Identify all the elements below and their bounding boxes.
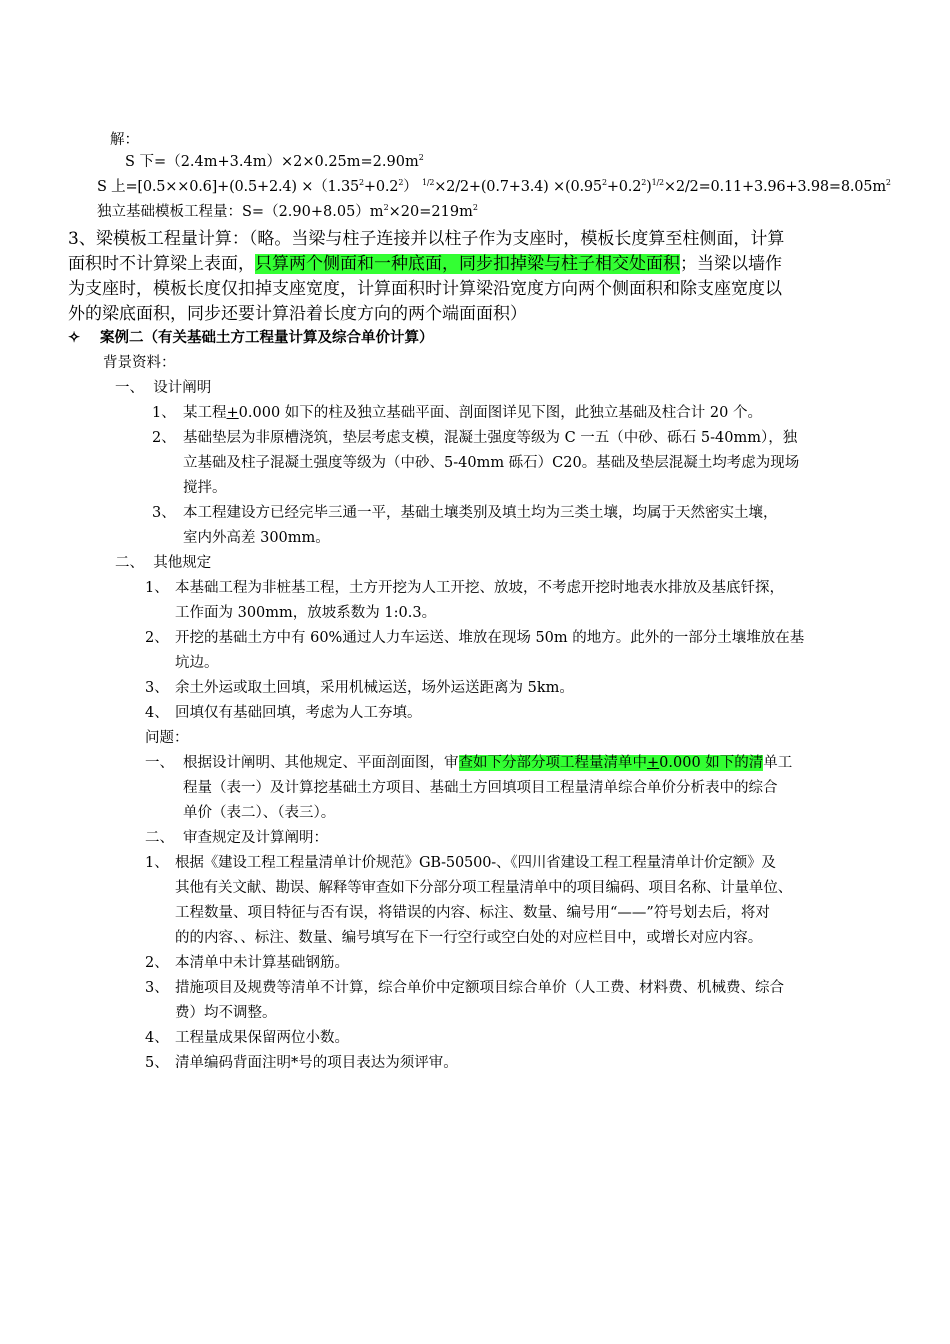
beam-line-4: 外的梁底面积，同步还要计算沿着长度方向的两个端面面积）: [68, 304, 527, 324]
other-1-line-1: 本基础工程为非桩基工程，土方开挖为人工开挖、放坡，不考虑开挖时地表水排放及基底钎探，: [175, 580, 784, 596]
question-1-line-2: 程量（表一）及计算挖基础土方项目、基础土方回填项目工程量清单综合单价分析表中的综合: [183, 780, 778, 796]
background-label: 背景资料：: [103, 355, 176, 371]
other-3-line-1: 余土外运或取土回填，采用机械运送，场外运送距离为 5km。: [175, 680, 574, 696]
beam-line-2: 面积时不计算梁上表面，只算两个侧面和一种底面，同步扣掉梁与柱子相交处面积；当梁以墙作: [68, 254, 782, 274]
question-1-num: 一、: [145, 755, 174, 771]
other-1-line-2: 工作面为 300mm，放坡系数为 1:0.3。: [175, 605, 437, 621]
rule-5-line-1: 清单编码背面注明*号的项目表达为须评审。: [175, 1055, 458, 1071]
beam-highlight: 只算两个侧面和一种底面，同步扣掉梁与柱子相交处面积: [255, 254, 680, 274]
question-highlight: 查如下分部分项工程量清单中+0.000 如下的清: [458, 755, 764, 771]
case2-title: 案例二（有关基础土方工程量计算及综合单价计算）: [100, 329, 434, 346]
solution-label: 解：: [110, 132, 139, 148]
rule-1-line-2: 其他有关文献、勘误、解释等审查如下分部分项工程量清单中的项目编码、项目名称、计量单位、: [175, 880, 793, 896]
other-4-num: 4、: [145, 705, 169, 721]
rule-3-line-1: 措施项目及规费等清单不计算，综合单价中定额项目综合单价（人工费、材料费、机械费、综合: [175, 980, 784, 996]
rule-1-line-1: 根据《建设工程工程量清单计价规范》GB-50500-、《四川省建设工程工程量清单计价定额》及: [175, 855, 776, 871]
other-2-num: 2、: [145, 630, 169, 646]
rule-1-num: 1、: [145, 855, 169, 871]
formwork-quantity: 独立基础模板工程量：$S=(2.90+8.05)m^2\times 20=219m^2$: [97, 203, 478, 220]
rule-1-line-4: 的的内容、、标注、数量、编号填写在下一行空行或空白处的对应栏目中，或增长对应内容。: [175, 930, 763, 946]
design-2-line-1: 基础垫层为非原槽浇筑，垫层考虑支模，混凝土强度等级为 C 一五（中砂、砾石 5-40mm），独: [183, 430, 798, 446]
rule-4-line-1: 工程量成果保留两位小数。: [175, 1030, 349, 1046]
design-3-line-2: 室内外高差 300mm。: [183, 530, 330, 546]
section-other: 二、 其他规定: [115, 555, 212, 571]
section-design: 一、 设计阐明: [115, 380, 212, 396]
question-2-num: 二、: [145, 830, 174, 846]
question-1-line-3: 单价（表二）、（表三）。: [183, 805, 336, 821]
s-lower-formula: S 下$=(2.4m+3.4m)\times 2\times 0.25m=2.90m^2$: [125, 153, 424, 170]
design-2-num: 2、: [152, 430, 176, 446]
s-upper-formula: S 上$=[0.5\times\times 0.6]+(0.5+2.4) \times(1.35^2+0.2^2)$ $^{1/2}\times 2/2+(0.7+3.4) \times(0.95^2+0.2^2)^{1/2}\times 2/2=0.11+3.96+3.98=8.05m^2$: [97, 178, 891, 195]
question-label: 问题：: [145, 730, 189, 746]
other-3-num: 3、: [145, 680, 169, 696]
beam-line-1: 3、梁模板工程量计算：（略。当梁与柱子连接并以柱子作为支座时，模板长度算至柱侧面，计算: [68, 229, 785, 249]
case2-bullet-icon: ✧: [68, 329, 81, 346]
rule-2-num: 2、: [145, 955, 169, 971]
design-1: 某工程+0.000 如下的柱及独立基础平面、剖面图详见下图，此独立基础及柱合计 20 个。: [183, 405, 762, 421]
design-3-line-1: 本工程建设方已经完毕三通一平，基础土壤类别及填土均为三类土壤，均属于天然密实土壤，: [183, 505, 778, 521]
other-2-line-2: 坑边。: [175, 655, 219, 671]
other-4-line-1: 回填仅有基础回填，考虑为人工夯填。: [175, 705, 422, 721]
rule-4-num: 4、: [145, 1030, 169, 1046]
other-1-num: 1、: [145, 580, 169, 596]
rule-1-line-3: 工程数量、项目特征与否有误，将错误的内容、标注、数量、编号用“——”符号划去后，将对: [175, 905, 770, 921]
design-1-num: 1、: [152, 405, 176, 421]
question-1-line-1: 根据设计阐明、其他规定、平面剖面图，审查如下分部分项工程量清单中+0.000 如下的清单工: [183, 755, 793, 771]
rule-3-num: 3、: [145, 980, 169, 996]
rule-5-num: 5、: [145, 1055, 169, 1071]
rule-3-line-2: 费）均不调整。: [175, 1005, 277, 1021]
design-3-num: 3、: [152, 505, 176, 521]
design-2-line-3: 搅拌。: [183, 480, 227, 496]
design-2-line-2: 立基础及柱子混凝土强度等级为（中砂、5-40mm 砾石）C20。基础及垫层混凝土均考虑为现场: [183, 455, 800, 471]
rule-2-line-1: 本清单中未计算基础钢筋。: [175, 955, 349, 971]
question-2-line-1: 审查规定及计算阐明：: [183, 830, 328, 846]
other-2-line-1: 开挖的基础土方中有 60%通过人力车运送、堆放在现场 50m 的地方。此外的一部分土壤堆放在基: [175, 630, 805, 646]
beam-line-3: 为支座时，模板长度仅扣掉支座宽度，计算面积时计算梁沿宽度方向两个侧面积和除支座宽度以: [68, 279, 782, 299]
